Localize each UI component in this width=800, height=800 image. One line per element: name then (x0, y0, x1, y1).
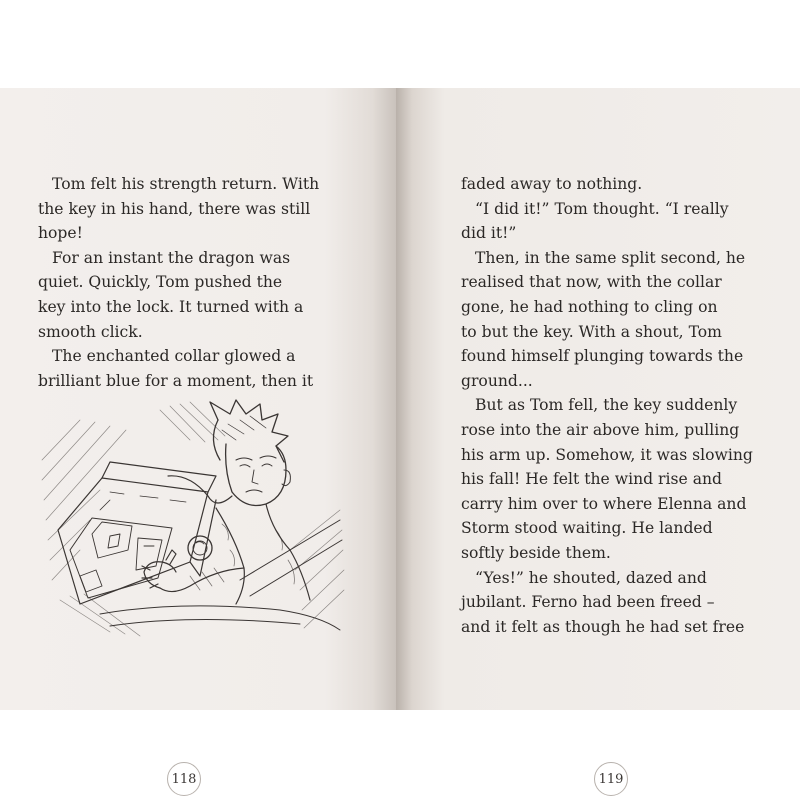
page-number-left: 118 (167, 762, 201, 796)
text-line: brilliant blue for a moment, then it (38, 371, 314, 390)
text-line: faded away to nothing. (461, 175, 643, 193)
text-line: did it!” (461, 224, 517, 243)
illustration-boy-turning-key (40, 400, 345, 640)
text-line: “I did it!” Tom thought. “I really (475, 199, 729, 218)
left-page-text (38, 172, 338, 393)
left-page (0, 88, 396, 787)
text-line: “Yes!” he shouted, dazed and (475, 568, 707, 587)
text-line: jubilant. Ferno had been freed – (461, 593, 715, 612)
text-line: to but the key. With a shout, Tom (461, 322, 722, 341)
text-line: key into the lock. It turned with a (38, 297, 304, 316)
text-line: quiet. Quickly, Tom pushed the (38, 273, 283, 292)
text-line: For an instant the dragon was (52, 248, 291, 267)
page-number-right: 119 (594, 762, 628, 796)
text-line: and it felt as though he had set free (461, 617, 745, 636)
text-line: Then, in the same split second, he (475, 248, 746, 267)
text-line: softly beside them. (461, 543, 611, 562)
show-through-text (305, 170, 410, 650)
text-line: gone, he had nothing to cling on (461, 297, 718, 316)
text-line: Tom felt his strength return. With (52, 175, 320, 193)
text-line: the key in his hand, there was still (38, 199, 311, 218)
book-spread (0, 88, 800, 787)
text-line: found himself plunging towards the (461, 347, 744, 366)
text-line: realised that now, with the collar (461, 273, 722, 292)
text-line: his fall! He felt the wind rise and (461, 470, 723, 489)
text-line: carry him over to where Elenna and (461, 494, 747, 513)
right-page-text (461, 172, 781, 639)
text-line: But as Tom fell, the key suddenly (475, 396, 738, 415)
text-line: hope! (38, 224, 83, 243)
text-line: smooth click. (38, 322, 143, 341)
text-line: The enchanted collar glowed a (52, 347, 296, 366)
text-line: ground... (461, 371, 533, 390)
text-line: his arm up. Somehow, it was slowing (461, 445, 753, 464)
text-line: Storm stood waiting. He landed (461, 519, 713, 538)
text-line: rose into the air above him, pulling (461, 420, 740, 439)
